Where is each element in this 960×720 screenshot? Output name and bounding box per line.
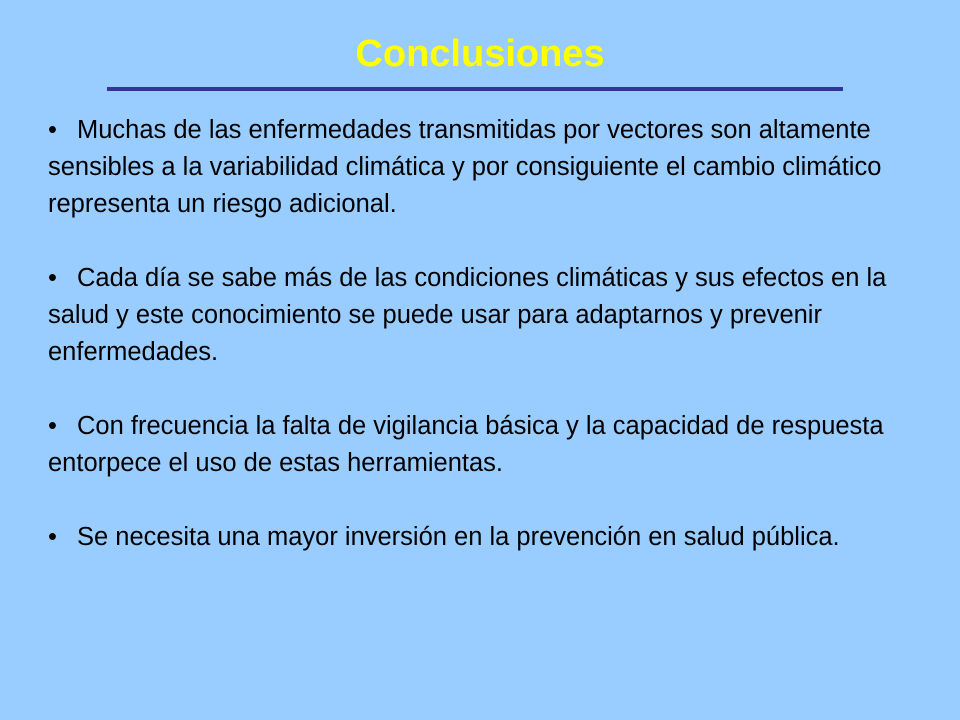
title-underline [107,87,843,91]
bullet-glyph: • [48,116,57,144]
bullet-glyph: • [48,523,57,551]
bullet-text-3: Con frecuencia la falta de vigilancia básica y la capacidad de respuesta entorpece el uso de estas herramientas. [48,412,884,477]
bullet-glyph: • [48,264,57,292]
bullet-point-3 [48,408,928,482]
bullet-point-2 [48,260,928,371]
bullet-point-4 [48,519,928,556]
slide-body [48,112,928,593]
bullet-text-2: Cada día se sabe más de las condiciones climáticas y sus efectos en la salud y este conocimiento se puede usar para adaptarnos y prevenir enfermedades. [48,264,887,366]
bullet-text-4: Se necesita una mayor inversión en la prevención en salud pública. [77,523,840,551]
bullet-point-1 [48,112,928,223]
bullet-glyph: • [48,412,57,440]
slide-title: Conclusiones [355,33,605,75]
bullet-text-1: Muchas de las enfermedades transmitidas por vectores son altamente sensibles a la variabilidad climática y por consiguiente el cambio climático representa un riesgo adicional. [48,116,882,218]
